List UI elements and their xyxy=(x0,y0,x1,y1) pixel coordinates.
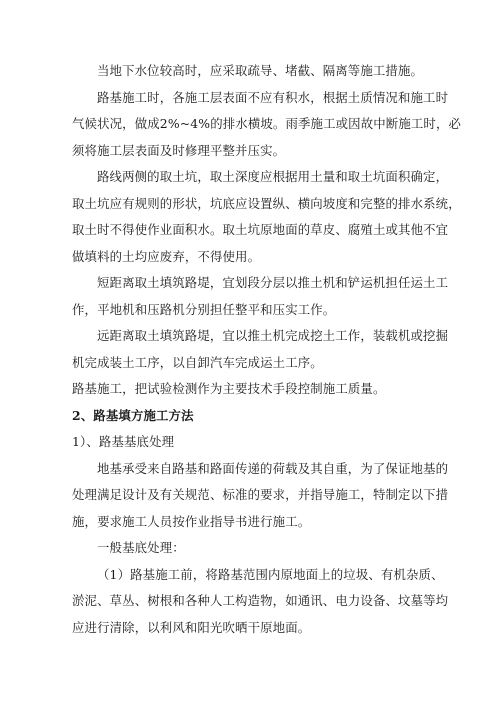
subsection-heading: 1）、路基基底处理 xyxy=(72,434,175,449)
paragraph-line: 施，要求施工人员按作业指导书进行施工。 xyxy=(72,513,311,529)
paragraph-line: 气候状况，做成2%~4%的排水横坡。雨季施工或因故中断施工时，必 xyxy=(72,116,462,131)
paragraph-line: 远距离取土填筑路堤，宜以推土机完成挖土工作，装载机或挖掘 xyxy=(97,328,449,343)
paragraph-line: 取土时不得使作业面积水。取土坑原地面的草皮、腐殖土或其他不宜 xyxy=(72,222,449,237)
paragraph-line: 当地下水位较高时，应采取疏导、堵截、隔离等施工措施。 xyxy=(97,63,424,78)
paragraph-line: 应进行清除，以利风和阳光吹晒干原地面。 xyxy=(72,619,311,635)
paragraph-line: 路线两侧的取土坑，取土深度应根据用土量和取土坑面积确定， xyxy=(97,169,449,184)
paragraph-line: 一般基底处理： xyxy=(97,540,185,555)
paragraph-line: 地基承受来自路基和路面传递的荷载及其自重，为了保证地基的 xyxy=(97,460,449,476)
paragraph-line: 处理满足设计及有关规范、标准的要求，并指导施工，特制定以下措 xyxy=(72,487,449,502)
paragraph-line: 路基施工时，各施工层表面不应有积水，根据土质情况和施工时 xyxy=(97,89,449,105)
paragraph-line: 淤泥、草丛、树根和各种人工构造物，如通讯、电力设备、坟墓等均 xyxy=(72,593,449,608)
document-page xyxy=(72,58,462,641)
paragraph-line: 短距离取土填筑路堤，宜划段分层以推土机和铲运机担任运土工 xyxy=(97,275,449,290)
paragraph-line: 作，平地机和压路机分别担任整平和压实工作。 xyxy=(72,301,336,317)
paragraph-line: 机完成装土工序，以自卸汽车完成运土工序。 xyxy=(72,354,323,370)
paragraph-line: 路基施工，把试验检测作为主要技术手段控制施工质量。 xyxy=(72,381,386,396)
paragraph-line: 须将施工层表面及时修理平整并压实。 xyxy=(72,142,286,158)
paragraph-line: （1）路基施工前，将路基范围内原地面上的垃圾、有机杂质、 xyxy=(97,566,444,582)
paragraph-line: 取土坑应有规则的形状，坑底应设置纵、横向坡度和完整的排水系统， xyxy=(72,195,461,211)
paragraph-line: 做填料的土均应废弃，不得使用。 xyxy=(72,248,261,264)
section-heading: 2、路基填方施工方法 xyxy=(72,407,194,423)
